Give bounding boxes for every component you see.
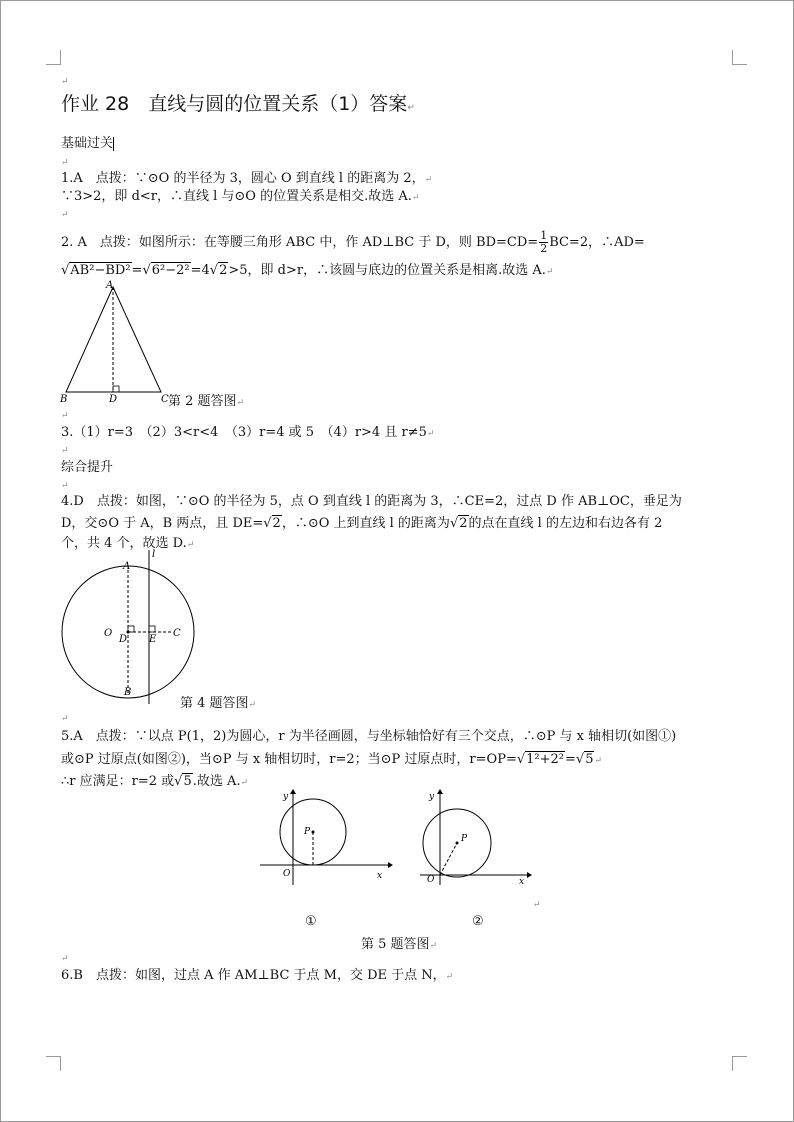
- label-x: x: [519, 877, 525, 887]
- label-E: E: [149, 634, 157, 645]
- q5-figure-1-label: ①: [305, 914, 317, 929]
- q2-line1: 2. A 点拨：如图所示：在等腰三角形 ABC 中，作 AD⊥BC 于 D，则 BD=CD= $\frac{1}{2}$ BC=2，∴AD=: [61, 229, 645, 255]
- q5-figure-2-label: ②: [472, 914, 484, 929]
- q4-line3: 个，共 4 个，故选 D.↵: [61, 536, 195, 551]
- paragraph-mark: ↵: [61, 77, 69, 87]
- label-A: A: [123, 561, 131, 572]
- q6-line: 6.B 点拨：如图，过点 A 作 AM⊥BC 于点 M，交 DE 于点 N，↵: [61, 968, 454, 983]
- paragraph-mark: ↵: [61, 954, 69, 964]
- paragraph-mark: ↵: [61, 411, 69, 421]
- q4-circle-figure: [55, 548, 195, 708]
- label-O: O: [104, 628, 113, 639]
- paragraph-mark: ↵: [533, 900, 541, 910]
- fraction-half: $\frac{1}{2}$: [540, 229, 548, 255]
- paragraph-mark: ↵: [61, 481, 69, 491]
- paragraph-mark: ↵: [61, 714, 69, 724]
- paragraph-mark: ↵: [61, 210, 69, 220]
- label-D: D: [119, 634, 128, 645]
- q4-line2: D，交⊙O 于 A，B 两点，且 DE=√2，∴⊙O 上到直线 l 的距离为√2的点在直线 l 的左边和右边各有 2: [61, 516, 663, 531]
- q2-line2: √AB²−BD²=√6²−2²=4√2>5，即 d>r，∴该圆与底边的位置关系是相离.故选 A.↵: [61, 263, 554, 278]
- q2-caption: 第 2 题答图↵: [168, 394, 245, 409]
- label-B: B: [60, 394, 68, 405]
- q4-line1: 4.D 点拨：如图，∵⊙O 的半径为 5，点 O 到直线 l 的距离为 3，∴CE=2，过点 D 作 AB⊥OC，垂足为: [61, 494, 682, 509]
- label-y: y: [429, 792, 435, 802]
- q2-triangle-figure: [58, 280, 178, 405]
- paragraph-mark: ↵: [61, 158, 69, 168]
- q3-line: 3.（1）r=3 （2）3<r<4 （3）r=4 或 5 （4）r>4 且 r≠5↵: [61, 425, 435, 440]
- q5-line2: 或⊙P 过原点(如图②)，当⊙P 与 x 轴相切时，r=2；当⊙P 过原点时，r=OP=√1²+2²=√5↵: [61, 752, 603, 767]
- section-heading-advanced: 综合提升: [61, 460, 114, 475]
- label-x: x: [377, 871, 383, 881]
- margin-mark-bottom-left: [46, 1056, 61, 1071]
- q5-figure-2: [415, 788, 535, 888]
- label-B: B: [124, 687, 132, 698]
- label-P: P: [304, 827, 311, 837]
- q5-caption: 第 5 题答图↵: [361, 937, 438, 952]
- text-cursor: [113, 137, 114, 151]
- margin-mark-top-left: [46, 50, 61, 65]
- q1-line2: ∵3>2，即 d<r，∴直线 l 与⊙O 的位置关系是相交.故选 A.↵: [61, 189, 420, 204]
- q4-caption: 第 4 题答图↵: [180, 696, 257, 711]
- q5-figure-1: [255, 788, 395, 888]
- label-O: O: [283, 869, 291, 879]
- q5-line3: ∴r 应满足：r=2 或√5.故选 A.↵: [61, 774, 249, 789]
- label-l: l: [152, 549, 156, 560]
- paragraph-mark: ↵: [61, 446, 69, 456]
- section-heading-basic: 基础过关: [61, 136, 114, 151]
- page-title: 作业 28 直线与圆的位置关系（1）答案↵: [61, 93, 415, 115]
- q1-line1: 1.A 点拨：∵⊙O 的半径为 3，圆心 O 到直线 l 的距离为 2，↵: [61, 171, 433, 186]
- q5-line1: 5.A 点拨：∵以点 P(1，2)为圆心，r 为半径画圆，与坐标轴恰好有三个交点，∴⊙P 与 x 轴相切(如图①): [61, 729, 677, 744]
- label-O: O: [427, 875, 435, 885]
- label-C: C: [173, 628, 181, 639]
- margin-mark-top-right: [732, 50, 747, 65]
- margin-mark-bottom-right: [732, 1056, 747, 1071]
- label-D: D: [109, 394, 118, 405]
- label-y: y: [283, 792, 289, 802]
- label-A: A: [106, 280, 114, 291]
- label-P: P: [461, 834, 468, 844]
- label-C: C: [161, 394, 169, 405]
